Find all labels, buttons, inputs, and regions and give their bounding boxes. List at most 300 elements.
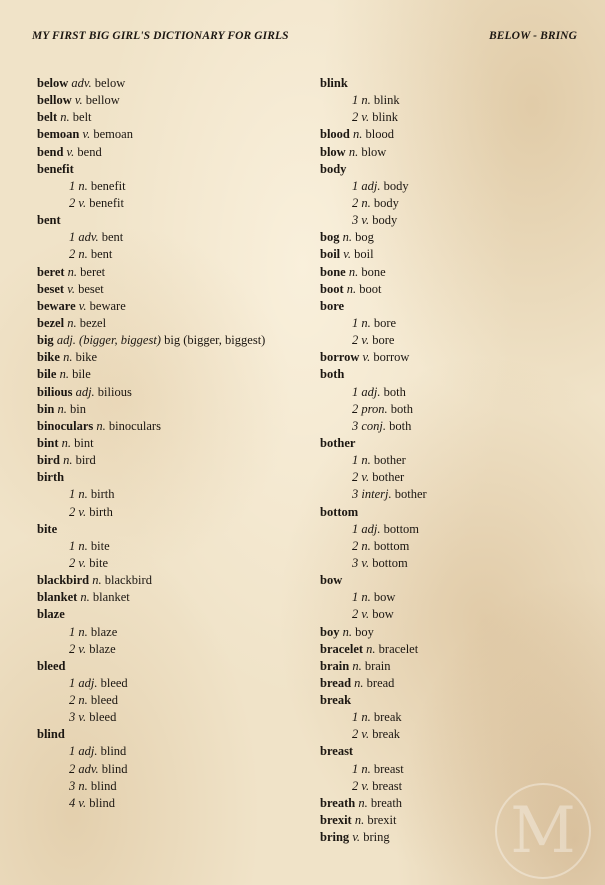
sense-line	[320, 761, 590, 778]
sense-number: 2	[352, 401, 359, 416]
sense-line	[320, 178, 590, 195]
sense-line	[320, 92, 590, 109]
headword: below	[37, 76, 69, 90]
sense-line	[320, 401, 590, 418]
dictionary-entry	[320, 624, 590, 641]
part-of-speech: v.	[66, 144, 75, 159]
definition: belt	[72, 110, 92, 125]
dictionary-entry	[37, 658, 312, 675]
sense-number: 1	[69, 178, 76, 193]
dictionary-entry	[37, 418, 312, 435]
sense-number: 1	[352, 710, 359, 725]
definition: both	[383, 384, 406, 399]
definition: blind	[90, 778, 117, 793]
sense-line	[320, 555, 590, 572]
sense-number: 1	[352, 761, 359, 776]
part-of-speech: adj.	[78, 744, 98, 759]
part-of-speech: n.	[342, 230, 352, 245]
part-of-speech: n.	[78, 538, 88, 553]
definition: breast	[373, 761, 404, 776]
definition: bird	[75, 453, 96, 468]
dictionary-entry	[320, 743, 590, 760]
part-of-speech: v.	[74, 93, 83, 108]
part-of-speech: n.	[353, 127, 363, 142]
sense-line	[37, 538, 312, 555]
definition: bent	[101, 230, 124, 245]
sense-line	[320, 332, 590, 349]
definition: bent	[90, 247, 113, 262]
sense-number: 3	[69, 778, 76, 793]
dictionary-entry	[37, 366, 312, 383]
dictionary-entry	[320, 264, 590, 281]
headword: bend	[37, 144, 64, 159]
definition: bint	[74, 435, 94, 450]
dictionary-entry	[320, 229, 590, 246]
sense-line	[37, 624, 312, 641]
definition: blackbird	[104, 573, 152, 588]
sense-line	[37, 743, 312, 760]
part-of-speech: n.	[348, 144, 359, 159]
dictionary-entry	[320, 161, 590, 178]
headword: blackbird	[37, 573, 90, 588]
sense-line	[37, 229, 312, 246]
sense-line	[320, 469, 590, 486]
dictionary-entry	[320, 658, 590, 675]
sense-line	[37, 778, 312, 795]
part-of-speech: adj. (bigger, biggest)	[56, 333, 161, 348]
definition: bring	[363, 830, 390, 845]
sense-number: 3	[352, 418, 359, 433]
dictionary-entry	[37, 212, 312, 229]
part-of-speech: n.	[80, 590, 90, 605]
sense-number: 1	[69, 624, 76, 639]
book-title: MY FIRST BIG GIRL'S DICTIONARY FOR GIRLS	[32, 30, 289, 42]
definition: bezel	[79, 315, 107, 330]
part-of-speech: n.	[61, 435, 72, 450]
right-column	[320, 75, 590, 846]
part-of-speech: adv.	[78, 230, 99, 245]
definition: brain	[364, 658, 391, 673]
headword: bore	[320, 298, 345, 313]
sense-line	[320, 418, 590, 435]
part-of-speech: v.	[362, 350, 371, 365]
dictionary-entry	[320, 572, 590, 589]
part-of-speech: v.	[361, 607, 370, 622]
sense-number: 1	[352, 590, 359, 605]
sense-number: 1	[352, 521, 359, 536]
sense-line	[320, 709, 590, 726]
headword: bother	[320, 435, 356, 450]
headword: binoculars	[37, 418, 94, 433]
sense-line	[37, 641, 312, 658]
part-of-speech: v.	[343, 247, 352, 262]
headword: bike	[37, 350, 60, 365]
part-of-speech: n.	[78, 247, 88, 262]
definition: blaze	[90, 624, 118, 639]
dictionary-entry	[320, 349, 590, 366]
part-of-speech: n.	[361, 710, 371, 725]
part-of-speech: n.	[63, 350, 73, 365]
part-of-speech: adj.	[361, 178, 381, 193]
headword: both	[320, 367, 345, 382]
part-of-speech: v.	[361, 333, 370, 348]
dictionary-entry	[37, 92, 312, 109]
part-of-speech: n.	[78, 487, 88, 502]
sense-number: 2	[352, 538, 359, 553]
definition: bin	[70, 401, 86, 416]
sense-line	[37, 504, 312, 521]
part-of-speech: n.	[346, 281, 357, 296]
sense-number: 2	[352, 195, 359, 210]
definition: breath	[370, 795, 403, 810]
definition: body	[383, 178, 409, 193]
part-of-speech: n.	[57, 401, 67, 416]
sense-number: 1	[352, 178, 359, 193]
sense-line	[320, 726, 590, 743]
definition: birth	[89, 504, 113, 519]
part-of-speech: adv.	[78, 761, 99, 776]
headword: bleed	[37, 658, 66, 673]
dictionary-entry	[37, 521, 312, 538]
part-of-speech: v.	[78, 195, 87, 210]
definition: bracelet	[378, 641, 419, 656]
headword: bow	[320, 573, 343, 588]
sense-number: 2	[69, 641, 76, 656]
part-of-speech: n.	[342, 624, 352, 639]
definition: benefit	[90, 178, 126, 193]
sense-number: 2	[352, 333, 359, 348]
part-of-speech: v.	[78, 298, 87, 313]
left-column	[37, 75, 312, 812]
sense-line	[320, 589, 590, 606]
headword: body	[320, 161, 347, 176]
dictionary-entry	[37, 401, 312, 418]
part-of-speech: adj.	[75, 384, 95, 399]
definition: bore	[373, 315, 397, 330]
headword: bellow	[37, 93, 72, 108]
part-of-speech: n.	[348, 264, 359, 279]
part-of-speech: v.	[361, 110, 370, 125]
part-of-speech: n.	[78, 693, 88, 708]
dictionary-entry	[320, 246, 590, 263]
dictionary-entry	[320, 675, 590, 692]
definition: breast	[372, 778, 403, 793]
definition: bread	[366, 675, 395, 690]
page-header	[32, 30, 577, 50]
definition: bother	[372, 470, 405, 485]
headword: brexit	[320, 813, 352, 828]
sense-line	[37, 195, 312, 212]
headword: bint	[37, 435, 59, 450]
headword: boot	[320, 281, 344, 296]
dictionary-entry	[37, 589, 312, 606]
headword: birth	[37, 470, 65, 485]
definition: blow	[361, 144, 387, 159]
dictionary-entry	[37, 332, 312, 349]
headword: beset	[37, 281, 65, 296]
definition: beware	[89, 298, 126, 313]
sense-number: 1	[69, 744, 76, 759]
headword: big	[37, 333, 54, 348]
headword: boy	[320, 624, 340, 639]
sense-number: 2	[69, 555, 76, 570]
part-of-speech: n.	[366, 641, 376, 656]
definition: bore	[372, 333, 395, 348]
part-of-speech: n.	[352, 658, 362, 673]
definition: bend	[77, 144, 102, 159]
sense-line	[320, 452, 590, 469]
definition: body	[372, 213, 398, 228]
dictionary-entry	[37, 384, 312, 401]
headword: breath	[320, 795, 356, 810]
watermark-letter: M	[510, 794, 576, 868]
sense-line	[320, 109, 590, 126]
sense-number: 2	[352, 607, 359, 622]
sense-line	[37, 178, 312, 195]
part-of-speech: n.	[67, 264, 78, 279]
sense-number: 2	[352, 110, 359, 125]
part-of-speech: adj.	[361, 384, 381, 399]
definition: bleed	[89, 710, 117, 725]
definition: bleed	[90, 693, 118, 708]
sense-line	[320, 212, 590, 229]
part-of-speech: v.	[78, 641, 87, 656]
definition: bone	[361, 264, 386, 279]
sense-line	[320, 606, 590, 623]
part-of-speech: n.	[78, 778, 88, 793]
sense-number: 3	[69, 710, 76, 725]
headword: blow	[320, 144, 346, 159]
headword: bent	[37, 213, 61, 228]
definition: blind	[100, 744, 127, 759]
dictionary-entry	[37, 315, 312, 332]
sense-number: 2	[69, 504, 76, 519]
definition: break	[373, 710, 402, 725]
headword: belt	[37, 110, 58, 125]
dictionary-entry	[37, 572, 312, 589]
definition: body	[373, 195, 399, 210]
sense-line	[37, 692, 312, 709]
sense-line	[37, 709, 312, 726]
dictionary-entry	[37, 161, 312, 178]
headword: bottom	[320, 504, 359, 519]
sense-number: 1	[69, 230, 76, 245]
definition: blind	[89, 795, 115, 810]
dictionary-entry	[37, 435, 312, 452]
sense-line	[37, 486, 312, 503]
sense-number: 1	[69, 487, 76, 502]
sense-number: 2	[69, 761, 76, 776]
sense-line	[37, 795, 312, 812]
definition: beset	[78, 281, 104, 296]
dictionary-entry	[37, 606, 312, 623]
headword: blind	[37, 727, 65, 742]
dictionary-entry	[320, 366, 590, 383]
part-of-speech: n.	[96, 418, 106, 433]
headword: bemoan	[37, 127, 80, 142]
dictionary-entry	[37, 452, 312, 469]
sense-line	[37, 246, 312, 263]
sense-number: 1	[352, 315, 359, 330]
dictionary-entry	[37, 726, 312, 743]
headword: bilious	[37, 384, 73, 399]
sense-line	[320, 315, 590, 332]
headword: breast	[320, 744, 354, 759]
headword: bread	[320, 675, 352, 690]
dictionary-entry	[320, 435, 590, 452]
part-of-speech: v.	[82, 127, 91, 142]
dictionary-entry	[37, 264, 312, 281]
definition: blind	[101, 761, 128, 776]
part-of-speech: n.	[361, 315, 371, 330]
dictionary-entry	[320, 281, 590, 298]
part-of-speech: adv.	[71, 76, 92, 90]
dictionary-entry	[37, 298, 312, 315]
sense-number: 2	[352, 727, 359, 742]
page-range: BELOW - BRING	[489, 30, 577, 42]
dictionary-entry	[37, 469, 312, 486]
part-of-speech: n.	[78, 178, 88, 193]
sense-number: 2	[69, 195, 76, 210]
headword: bracelet	[320, 641, 364, 656]
headword: blaze	[37, 607, 65, 622]
definition: bile	[72, 367, 91, 382]
definition: boot	[359, 281, 382, 296]
definition: blaze	[89, 641, 116, 656]
part-of-speech: n.	[78, 624, 88, 639]
definition: blink	[372, 110, 398, 125]
headword: beret	[37, 264, 65, 279]
dictionary-entry	[320, 144, 590, 161]
definition: boil	[354, 247, 374, 262]
sense-number: 2	[352, 778, 359, 793]
definition: birth	[90, 487, 115, 502]
sense-number: 1	[69, 538, 76, 553]
sense-number: 2	[69, 693, 76, 708]
sense-line	[37, 761, 312, 778]
part-of-speech: conj.	[361, 418, 387, 433]
dictionary-entry	[320, 298, 590, 315]
definition: binoculars	[108, 418, 161, 433]
definition: bite	[90, 538, 110, 553]
sense-number: 2	[69, 247, 76, 262]
headword: bone	[320, 264, 346, 279]
part-of-speech: n.	[60, 110, 70, 125]
part-of-speech: n.	[92, 573, 102, 588]
headword: bring	[320, 830, 350, 845]
dictionary-entry	[320, 126, 590, 143]
part-of-speech: n.	[354, 675, 364, 690]
headword: bezel	[37, 315, 65, 330]
sense-line	[320, 486, 590, 503]
headword: beware	[37, 298, 76, 313]
part-of-speech: v.	[361, 555, 370, 570]
sense-number: 1	[352, 384, 359, 399]
definition: brexit	[367, 813, 397, 828]
definition: bottom	[383, 521, 420, 536]
sense-number: 3	[352, 487, 359, 502]
sense-line	[320, 384, 590, 401]
dictionary-entry	[320, 75, 590, 92]
definition: beret	[80, 264, 106, 279]
part-of-speech: n.	[358, 795, 368, 810]
definition: below	[94, 76, 126, 90]
part-of-speech: adj.	[78, 675, 98, 690]
headword: blink	[320, 76, 348, 90]
part-of-speech: v.	[78, 795, 87, 810]
definition: blink	[373, 93, 400, 108]
part-of-speech: interj.	[361, 487, 392, 502]
sense-line	[320, 521, 590, 538]
definition: bite	[89, 555, 108, 570]
headword: blood	[320, 127, 350, 142]
definition: bother	[394, 487, 427, 502]
part-of-speech: v.	[361, 470, 370, 485]
part-of-speech: pron.	[361, 401, 388, 416]
dictionary-entry	[37, 75, 312, 92]
headword: benefit	[37, 161, 74, 176]
part-of-speech: n.	[361, 195, 371, 210]
definition: borrow	[373, 350, 410, 365]
watermark-logo	[495, 783, 591, 879]
part-of-speech: n.	[63, 453, 73, 468]
headword: bite	[37, 521, 58, 536]
definition: blanket	[92, 590, 130, 605]
definition: big (bigger, biggest)	[164, 333, 266, 348]
definition: both	[390, 401, 414, 416]
part-of-speech: v.	[67, 281, 75, 296]
part-of-speech: v.	[78, 555, 87, 570]
headword: break	[320, 693, 352, 708]
definition: bleed	[100, 675, 128, 690]
definition: bellow	[85, 93, 120, 108]
sense-line	[320, 195, 590, 212]
part-of-speech: n.	[361, 93, 371, 108]
definition: bottom	[372, 555, 408, 570]
part-of-speech: n.	[354, 813, 365, 828]
part-of-speech: adj.	[361, 521, 381, 536]
definition: bilious	[97, 384, 132, 399]
part-of-speech: v.	[361, 778, 370, 793]
headword: boil	[320, 247, 341, 262]
dictionary-entry	[320, 641, 590, 658]
headword: brain	[320, 658, 350, 673]
sense-number: 1	[352, 453, 359, 468]
sense-number: 1	[352, 93, 359, 108]
headword: bin	[37, 401, 55, 416]
definition: bother	[373, 453, 406, 468]
dictionary-entry	[37, 126, 312, 143]
definition: bemoan	[93, 127, 133, 142]
definition: break	[372, 727, 401, 742]
headword: blanket	[37, 590, 78, 605]
sense-line	[37, 555, 312, 572]
sense-line	[320, 538, 590, 555]
part-of-speech: n.	[361, 590, 371, 605]
part-of-speech: v.	[78, 504, 87, 519]
part-of-speech: n.	[67, 315, 77, 330]
sense-number: 3	[352, 213, 359, 228]
definition: blood	[365, 127, 394, 142]
definition: bottom	[373, 538, 410, 553]
part-of-speech: n.	[361, 538, 371, 553]
definition: bow	[373, 590, 396, 605]
definition: boy	[355, 624, 374, 639]
sense-number: 3	[352, 555, 359, 570]
part-of-speech: v.	[352, 830, 361, 845]
sense-line	[37, 675, 312, 692]
part-of-speech: n.	[59, 367, 69, 382]
